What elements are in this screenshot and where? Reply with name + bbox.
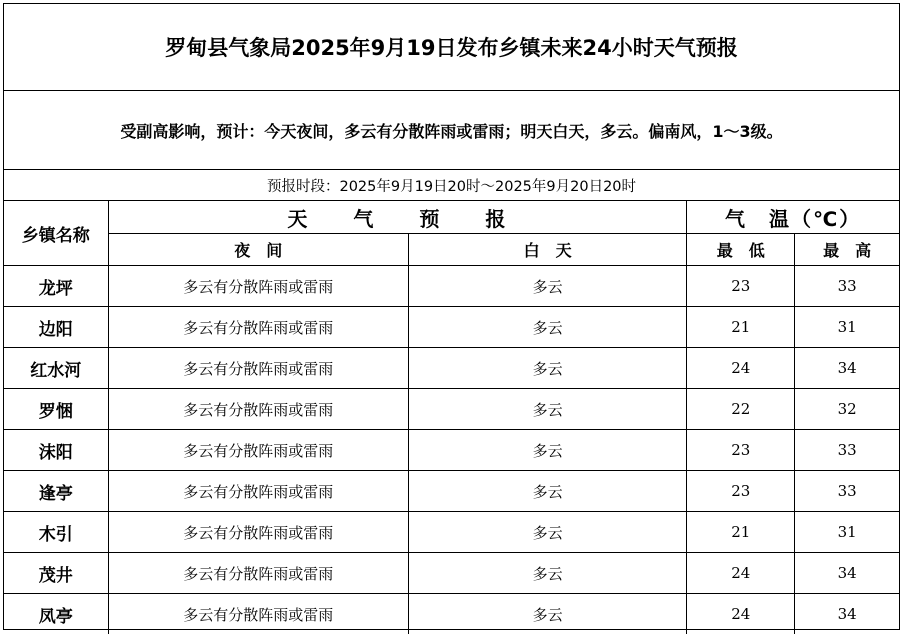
night-weather: 多云有分散阵雨或雷雨 bbox=[108, 266, 408, 307]
town-name: 凤亭 bbox=[4, 594, 108, 634]
night-weather: 多云有分散阵雨或雷雨 bbox=[108, 307, 408, 348]
header-day: 白 天 bbox=[408, 234, 686, 266]
night-weather: 多云有分散阵雨或雷雨 bbox=[108, 430, 408, 471]
min-temp: 23 bbox=[687, 471, 795, 512]
max-temp: 32 bbox=[795, 389, 899, 430]
max-temp: 31 bbox=[795, 512, 899, 553]
max-temp: 34 bbox=[795, 348, 899, 389]
night-weather: 多云有分散阵雨或雷雨 bbox=[108, 389, 408, 430]
min-temp: 24 bbox=[687, 348, 795, 389]
day-weather: 多云 bbox=[408, 266, 686, 307]
min-temp: 21 bbox=[687, 307, 795, 348]
header-min: 最 低 bbox=[687, 234, 795, 266]
min-temp: 24 bbox=[687, 553, 795, 594]
town-name: 红水河 bbox=[4, 348, 108, 389]
night-weather: 多云有分散阵雨或雷雨 bbox=[108, 512, 408, 553]
table-row bbox=[4, 553, 899, 594]
table-row bbox=[4, 266, 899, 307]
night-weather: 多云有分散阵雨或雷雨 bbox=[108, 471, 408, 512]
min-temp: 24 bbox=[687, 594, 795, 634]
day-weather: 多云 bbox=[408, 471, 686, 512]
max-temp: 34 bbox=[795, 553, 899, 594]
day-weather: 多云 bbox=[408, 594, 686, 634]
min-temp: 22 bbox=[687, 389, 795, 430]
page-title: 罗甸县气象局2025年9月19日发布乡镇未来24小时天气预报 bbox=[4, 4, 899, 91]
forecast-summary: 受副高影响，预计：今天夜间，多云有分散阵雨或雷雨；明天白天，多云。偏南风，1～3级。 bbox=[4, 91, 899, 170]
table-row bbox=[4, 471, 899, 512]
day-weather: 多云 bbox=[408, 553, 686, 594]
min-temp: 23 bbox=[687, 266, 795, 307]
forecast-period: 预报时段：2025年9月19日20时～2025年9月20日20时 bbox=[4, 170, 899, 201]
max-temp: 33 bbox=[795, 430, 899, 471]
day-weather: 多云 bbox=[408, 389, 686, 430]
header-forecast: 天 气 预 报 bbox=[108, 201, 687, 234]
header-max: 最 高 bbox=[795, 234, 899, 266]
forecast-table bbox=[4, 201, 899, 634]
table-row bbox=[4, 594, 899, 634]
max-temp: 33 bbox=[795, 471, 899, 512]
town-name: 边阳 bbox=[4, 307, 108, 348]
table-row bbox=[4, 348, 899, 389]
town-name: 茂井 bbox=[4, 553, 108, 594]
max-temp: 33 bbox=[795, 266, 899, 307]
day-weather: 多云 bbox=[408, 512, 686, 553]
town-name: 木引 bbox=[4, 512, 108, 553]
night-weather: 多云有分散阵雨或雷雨 bbox=[108, 553, 408, 594]
table-row bbox=[4, 430, 899, 471]
day-weather: 多云 bbox=[408, 307, 686, 348]
day-weather: 多云 bbox=[408, 430, 686, 471]
night-weather: 多云有分散阵雨或雷雨 bbox=[108, 348, 408, 389]
max-temp: 34 bbox=[795, 594, 899, 634]
table-row bbox=[4, 512, 899, 553]
header-night: 夜 间 bbox=[108, 234, 408, 266]
night-weather: 多云有分散阵雨或雷雨 bbox=[108, 594, 408, 634]
town-name: 罗悃 bbox=[4, 389, 108, 430]
town-name: 龙坪 bbox=[4, 266, 108, 307]
town-name: 逢亭 bbox=[4, 471, 108, 512]
header-town: 乡镇名称 bbox=[4, 201, 108, 266]
forecast-sheet bbox=[3, 3, 900, 630]
min-temp: 21 bbox=[687, 512, 795, 553]
header-temperature: 气 温（℃） bbox=[687, 201, 899, 234]
max-temp: 31 bbox=[795, 307, 899, 348]
table-row bbox=[4, 389, 899, 430]
table-row bbox=[4, 307, 899, 348]
day-weather: 多云 bbox=[408, 348, 686, 389]
town-name: 沫阳 bbox=[4, 430, 108, 471]
min-temp: 23 bbox=[687, 430, 795, 471]
